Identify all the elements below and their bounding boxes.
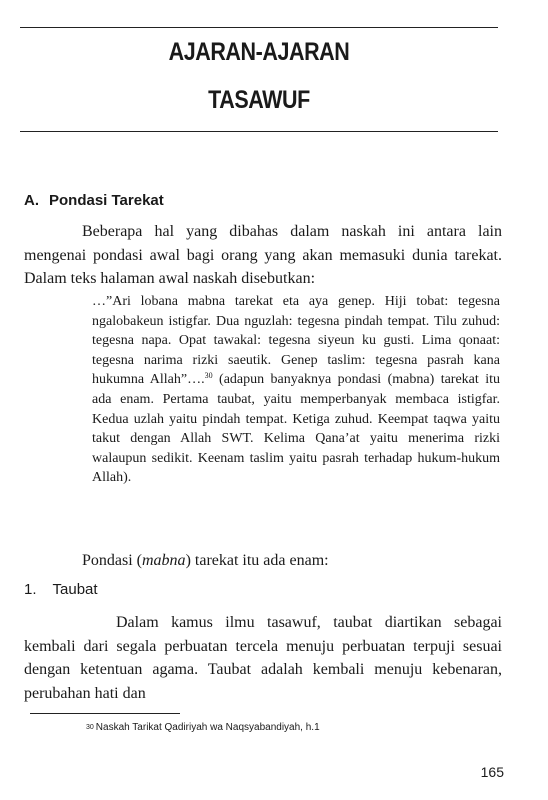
- footnote-number: 30: [86, 724, 94, 731]
- quote-text-before: …”Ari lobana mabna tarekat eta aya genep. Hiji tobat: tegesna ngalobakeun istigfar. Dua nguzlah: tegesna pindah tempat. Tilu zuhud: tegesna napa. Opat tawakal: tegesna siyeun ku gusti. Lima qonaat: tegesna narima rizki saeutik. Genep taslim: tegesna pasrah kana hukumna Allah”….: [92, 294, 500, 388]
- page-number: 165: [480, 764, 504, 780]
- list-item-label: Taubat: [52, 581, 98, 598]
- section-heading: [24, 192, 164, 209]
- footnote: [86, 722, 320, 733]
- quote-text-after: (adapun banyaknya pondasi (mabna) tarekat itu ada enam. Pertama taubat, yaitu memperbanyak membaca istigfar. Kedua uzlah yaitu pindah tempat. Ketiga zuhud. Keempat taqwa yaitu takut dengan Allah SWT. Kelima Qana’at yaitu menerima rizki walaupun sedikit. Keenam taslim yaitu pasrah terhadap hukum-hukum Allah).: [92, 372, 500, 486]
- paragraph-pondasi-italic: mabna: [142, 552, 186, 569]
- block-quote: [92, 292, 500, 488]
- paragraph-pondasi-after: ) tarekat itu ada enam:: [185, 552, 329, 569]
- section-letter: A.: [24, 192, 39, 209]
- header-rule-top: [20, 27, 498, 28]
- list-item-taubat: [24, 581, 98, 598]
- chapter-title-line-2: TASAWUF: [208, 86, 310, 114]
- chapter-title-line-1: AJARAN-AJARAN: [168, 38, 350, 66]
- paragraph-pondasi: [82, 549, 502, 573]
- section-heading-text: Pondasi Tarekat: [49, 192, 164, 209]
- footnote-rule: [30, 713, 180, 714]
- paragraph-pondasi-before: Pondasi (: [82, 552, 142, 569]
- paragraph-taubat: Dalam kamus ilmu tasawuf, taubat diartikan sebagai kembali dari segala perbuatan tercela menuju perbuatan terpuji sesuai dengan ketentuan agama. Taubat adalah kembali menuju kebenaran, perubahan hati dan: [24, 614, 502, 702]
- paragraph-intro: Beberapa hal yang dibahas dalam naskah ini antara lain mengenai pondasi awal bagi orang yang akan memasuki dunia tarekat. Dalam teks halaman awal naskah disebutkan:: [24, 223, 502, 287]
- footnote-reference: 30: [204, 371, 213, 381]
- list-item-number: 1.: [24, 581, 37, 598]
- header-rule-bottom: [20, 131, 498, 132]
- footnote-text: Naskah Tarikat Qadiriyah wa Naqsyabandiyah, h.1: [95, 722, 320, 733]
